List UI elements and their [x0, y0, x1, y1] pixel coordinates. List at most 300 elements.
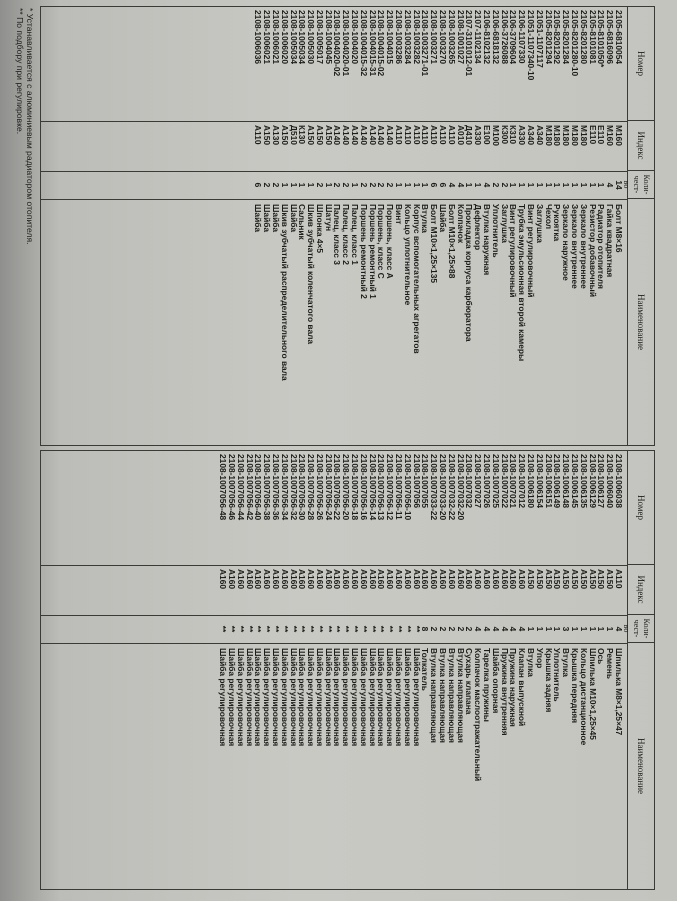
- part-index: А340: [534, 125, 545, 146]
- part-number: 2108-1007056-14: [367, 454, 378, 521]
- part-index: А110: [429, 125, 440, 145]
- table-row: [333, 7, 342, 445]
- part-number: 2108-1004045: [323, 10, 334, 65]
- part-quantity: 1: [411, 182, 422, 188]
- part-number: 2108-1006149: [552, 454, 563, 509]
- part-quantity: 1: [306, 182, 317, 188]
- table-row: [359, 451, 368, 889]
- table-row: [544, 7, 553, 445]
- part-index: Е110: [587, 125, 598, 145]
- part-index: А110: [253, 125, 264, 145]
- part-number: 2108-1007026: [482, 454, 493, 509]
- part-number: 2108-1007056: [411, 454, 422, 509]
- part-number: 2108-1007056-26: [314, 454, 325, 521]
- part-quantity: 2: [499, 182, 510, 188]
- part-name: Втулка направляющая: [455, 648, 466, 743]
- part-name: Палец, класс 1: [350, 204, 361, 265]
- table-row: [614, 451, 623, 889]
- table-row: [271, 451, 280, 889]
- part-number: 2108-1007056-48: [218, 454, 229, 521]
- table-row: [350, 7, 359, 445]
- part-name: Колпачок маслоотражательный: [473, 648, 484, 782]
- part-quantity: 1: [473, 182, 484, 188]
- part-name: Шпилька М10×1,25×45: [587, 648, 598, 740]
- table-row: [359, 7, 368, 445]
- part-number: 2105-8101050*: [596, 10, 607, 68]
- part-quantity: **: [270, 625, 281, 633]
- part-name: Рукоятка: [552, 204, 563, 242]
- part-index: А110: [446, 125, 457, 145]
- part-quantity: 1: [420, 182, 431, 188]
- table-row: [385, 7, 394, 445]
- parts-table-right: [40, 450, 655, 890]
- part-number: 2108-1005034: [297, 10, 308, 65]
- part-name: Колпачок: [455, 204, 466, 244]
- part-quantity: **: [358, 625, 369, 633]
- part-number: 2108-1006020: [279, 10, 290, 65]
- part-number: 2108-1004015-31: [367, 10, 378, 77]
- part-index: А160: [482, 569, 493, 590]
- part-name: Дефлектор: [473, 204, 484, 251]
- part-quantity: 1: [534, 626, 545, 632]
- part-number: 2105-8201280: [578, 10, 589, 65]
- part-quantity: 2: [376, 182, 387, 188]
- table-row: [394, 7, 403, 445]
- part-name: Пружина наружная: [508, 648, 519, 727]
- part-quantity: **: [226, 625, 237, 633]
- part-quantity: 1: [508, 182, 519, 188]
- table-row: [254, 451, 263, 889]
- table-body: [218, 451, 623, 889]
- part-number: 2108-1003265: [446, 10, 457, 65]
- part-number: 2108-1007033-22: [429, 454, 440, 521]
- part-quantity: 1: [587, 626, 598, 632]
- part-quantity: 1: [578, 182, 589, 188]
- part-quantity: 1: [596, 182, 607, 188]
- part-index: А150: [570, 569, 581, 590]
- part-name: Радиатор отопителя: [596, 204, 607, 289]
- part-quantity: 1: [517, 182, 528, 188]
- part-quantity: 2: [367, 182, 378, 188]
- part-name: Шайба регулировочная: [297, 648, 308, 747]
- part-quantity: 4: [499, 626, 510, 632]
- part-number: 2108-1007056-34: [279, 454, 290, 521]
- part-index: А160: [411, 569, 422, 590]
- part-name: Клапан выпускной: [517, 648, 528, 727]
- part-name: Сухарь клапана: [464, 648, 475, 715]
- part-name: Шатун: [323, 204, 334, 232]
- part-name: Сальник: [297, 204, 308, 240]
- part-name: Болт М8×16: [614, 204, 624, 253]
- part-name: Поршень, класс С: [376, 204, 387, 279]
- part-number: 2108-1003284: [402, 10, 413, 65]
- part-index: А010: [455, 125, 466, 146]
- part-quantity: **: [253, 625, 264, 633]
- part-index: А330: [473, 125, 484, 146]
- part-number: 2108-1006148: [561, 454, 572, 509]
- table-row: [377, 451, 386, 889]
- part-number: 2108-1007056-38: [262, 454, 273, 521]
- part-number: 2108-1006154: [534, 454, 545, 509]
- part-index: А160: [499, 569, 510, 590]
- part-quantity: 6: [438, 182, 449, 188]
- part-quantity: 1: [350, 182, 361, 188]
- table-row: [350, 451, 359, 889]
- part-number: 2108-1004020-02: [332, 10, 343, 77]
- table-row: [306, 451, 315, 889]
- part-name: Болт М10×1,25×135: [429, 204, 440, 284]
- part-index: А150: [578, 569, 589, 590]
- table-row: [605, 451, 614, 889]
- part-quantity: **: [376, 625, 387, 633]
- table-row: [447, 451, 456, 889]
- part-index: К300: [499, 125, 510, 145]
- part-index: А160: [420, 569, 431, 590]
- table-row: [570, 451, 579, 889]
- part-quantity: 2: [262, 182, 273, 188]
- part-name: Шайба регулировочная: [244, 648, 255, 747]
- part-quantity: 4: [482, 626, 493, 632]
- part-name: Шайба регулировочная: [314, 648, 325, 747]
- part-number: 2108-1004020-01: [341, 10, 352, 77]
- header-qty: Коли- чест- во: [628, 171, 654, 199]
- part-index: А110: [614, 569, 624, 589]
- table-row: [298, 7, 307, 445]
- part-quantity: 1: [596, 626, 607, 632]
- part-index: А160: [473, 569, 484, 590]
- part-name: Палец, класс 2: [341, 204, 352, 265]
- parts-table-left: [40, 6, 655, 446]
- part-index: А110: [394, 125, 405, 145]
- part-number: 2108-1007056-11: [394, 454, 405, 520]
- part-quantity: 1: [394, 182, 405, 188]
- table-row: [588, 7, 597, 445]
- part-number: 21051-1107340-10: [526, 10, 537, 81]
- table-row: [561, 7, 570, 445]
- part-number: 2108-1007056-18: [350, 454, 361, 521]
- part-name: Заглушка: [499, 204, 510, 243]
- part-number: 21051-1107117: [534, 10, 545, 68]
- part-number: 2108-1007056-16: [358, 454, 369, 521]
- table-row: [315, 7, 324, 445]
- part-number: 2108-1004020: [350, 10, 361, 65]
- table-row: [526, 451, 535, 889]
- part-name: Поршень ремонтный 1: [367, 204, 378, 299]
- part-number: 2108-1005030: [306, 10, 317, 65]
- part-number: 2108-1007056-36: [270, 454, 281, 521]
- table-row: [289, 7, 298, 445]
- part-number: 2105-8101081: [587, 10, 598, 65]
- part-number: 2108-1006145: [570, 454, 581, 509]
- part-quantity: 2: [455, 626, 466, 632]
- part-quantity: 2: [429, 626, 440, 632]
- part-index: А150: [306, 125, 317, 146]
- table-row: [324, 7, 333, 445]
- part-name: Втулка: [561, 648, 572, 677]
- part-quantity: 4: [508, 626, 519, 632]
- table-row: [412, 7, 421, 445]
- part-number: 2108-1003270: [438, 10, 449, 65]
- part-quantity: 2: [358, 182, 369, 188]
- part-quantity: **: [218, 625, 229, 633]
- part-quantity: 2: [332, 182, 343, 188]
- table-row: [403, 451, 412, 889]
- part-number: 2108-1006129: [587, 454, 598, 509]
- part-name: Шайба регулировочная: [235, 648, 246, 747]
- header-number: Номер: [628, 451, 654, 565]
- part-quantity: **: [341, 625, 352, 633]
- part-index: А140: [332, 125, 343, 146]
- part-number: 2108-1007025: [490, 454, 501, 509]
- part-name: Шкив зубчатый коленчатого вала: [306, 204, 317, 345]
- table-row: [482, 451, 491, 889]
- part-name: Шайба регулировочная: [288, 648, 299, 747]
- table-row: [535, 451, 544, 889]
- part-index: А160: [253, 569, 264, 590]
- table-row: [385, 451, 394, 889]
- part-quantity: 1: [297, 182, 308, 188]
- part-name: Шайба регулировочная: [350, 648, 361, 747]
- part-name: Трубка эмульсионная второй камеры: [517, 204, 528, 362]
- table-row: [227, 451, 236, 889]
- part-quantity: 1: [543, 182, 554, 188]
- footnote: * Устанавливается с алюминиевым радиатором отопителя.: [25, 8, 35, 245]
- part-name: Втулка направляющая: [446, 648, 457, 743]
- part-number: 2108-1007056-42: [244, 454, 255, 521]
- part-name: Втулка наружная: [482, 204, 493, 276]
- table-row: [324, 451, 333, 889]
- table-row: [421, 451, 430, 889]
- part-quantity: 1: [570, 626, 581, 632]
- table-row: [535, 7, 544, 445]
- part-name: Шайба регулировочная: [341, 648, 352, 747]
- part-number: 2108-1006038: [614, 454, 624, 509]
- part-quantity: 2: [385, 182, 396, 188]
- part-name: Пружина внутренняя: [499, 648, 510, 736]
- table-row: [394, 451, 403, 889]
- table-row: [236, 451, 245, 889]
- table-row: [262, 451, 271, 889]
- part-number: 2108-1007056-44: [235, 454, 246, 521]
- part-quantity: 2: [490, 182, 501, 188]
- part-quantity: 2: [446, 626, 457, 632]
- part-name: Шайба: [253, 204, 264, 233]
- table-row: [570, 7, 579, 445]
- part-quantity: 1: [464, 182, 475, 188]
- part-index: А150: [596, 569, 607, 590]
- part-index: А140: [367, 125, 378, 146]
- part-quantity: 1: [543, 626, 554, 632]
- part-index: Е110: [596, 125, 607, 145]
- part-number: 2108-1007032-22: [446, 454, 457, 521]
- part-quantity: 4: [614, 626, 624, 632]
- part-quantity: 1: [578, 626, 589, 632]
- part-index: А160: [394, 569, 405, 590]
- part-quantity: 1: [402, 182, 413, 188]
- part-index: А330: [517, 125, 528, 146]
- table-row: [403, 7, 412, 445]
- table-row: [482, 7, 491, 445]
- part-index: А130: [270, 125, 281, 146]
- part-quantity: 2: [438, 626, 449, 632]
- part-quantity: 2: [270, 182, 281, 188]
- part-index: А160: [270, 569, 281, 590]
- part-index: А140: [341, 125, 352, 146]
- part-number: 2106-6818132: [490, 10, 501, 65]
- part-name: Шайба регулировочная: [279, 648, 290, 747]
- part-index: А160: [314, 569, 325, 590]
- part-quantity: **: [323, 625, 334, 633]
- table-row: [597, 7, 606, 445]
- part-index: А160: [508, 569, 519, 590]
- part-number: 2105-8201280-10: [570, 10, 581, 77]
- header-name: Наименование: [636, 293, 646, 351]
- part-number: 2107-1102134: [473, 10, 484, 64]
- part-quantity: 2: [341, 182, 352, 188]
- part-name: Чехол: [543, 204, 554, 230]
- part-name: Шайба регулировочная: [306, 648, 317, 747]
- part-index: А110: [438, 125, 449, 145]
- part-number: 2108-1006040: [605, 454, 616, 509]
- table-row: [491, 451, 500, 889]
- part-quantity: 1: [570, 182, 581, 188]
- part-quantity: 4: [473, 626, 484, 632]
- table-row: [333, 451, 342, 889]
- part-index: А110: [411, 125, 422, 145]
- part-name: Гайка квадратная: [605, 204, 616, 278]
- table-row: [412, 451, 421, 889]
- part-index: А150: [543, 569, 554, 590]
- part-number: 2108-1007056-12: [385, 454, 396, 521]
- table-row: [553, 7, 562, 445]
- part-index: А150: [314, 125, 325, 146]
- part-quantity: 4: [455, 182, 466, 188]
- part-index: А150: [552, 569, 563, 590]
- part-index: А160: [244, 569, 255, 590]
- part-index: А160: [367, 569, 378, 590]
- part-quantity: 1: [561, 182, 572, 188]
- part-quantity: **: [350, 625, 361, 633]
- part-number: 2108-1001027: [455, 10, 466, 65]
- table-row: [306, 7, 315, 445]
- part-quantity: **: [402, 625, 413, 633]
- part-index: А160: [235, 569, 246, 590]
- part-index: А340: [526, 125, 537, 146]
- table-row: [456, 7, 465, 445]
- part-name: Втулка: [420, 204, 431, 233]
- part-quantity: 1: [587, 182, 598, 188]
- table-row: [429, 451, 438, 889]
- part-index: А150: [587, 569, 598, 590]
- table-row: [429, 7, 438, 445]
- part-name: Резистор добавочный: [587, 204, 598, 297]
- table-row: [438, 7, 447, 445]
- part-number: 2108-1006036: [253, 10, 264, 65]
- table-header: [622, 7, 654, 445]
- part-name: Шайба регулировочная: [402, 648, 413, 747]
- table-row: [421, 7, 430, 445]
- table-row: [289, 451, 298, 889]
- table-row: [561, 451, 570, 889]
- part-number: 2108-1003271-01: [420, 10, 431, 77]
- part-name: Шайба регулировочная: [253, 648, 264, 747]
- part-name: Зеркало внутреннее: [570, 204, 581, 289]
- part-index: А160: [464, 569, 475, 590]
- part-name: Шайба регулировочная: [218, 648, 229, 747]
- table-row: [218, 451, 227, 889]
- part-quantity: 4: [446, 182, 457, 188]
- part-index: А110: [420, 125, 431, 145]
- part-name: Шайба: [270, 204, 281, 233]
- part-index: А160: [288, 569, 299, 590]
- part-index: А140: [376, 125, 387, 146]
- part-quantity: 1: [552, 626, 563, 632]
- part-quantity: **: [394, 625, 405, 633]
- part-quantity: 1: [605, 626, 616, 632]
- table-row: [456, 451, 465, 889]
- part-index: А160: [446, 569, 457, 590]
- part-name: Шайба регулировочная: [358, 648, 369, 747]
- table-row: [473, 451, 482, 889]
- part-quantity: 14: [614, 180, 624, 190]
- part-quantity: **: [367, 625, 378, 633]
- part-index: М180: [578, 125, 589, 146]
- table-row: [544, 451, 553, 889]
- part-index: А150: [526, 569, 537, 590]
- header-number: Номер: [628, 7, 654, 121]
- table-body: [254, 7, 623, 445]
- part-index: К310: [508, 125, 519, 145]
- table-row: [509, 451, 518, 889]
- table-row: [262, 7, 271, 445]
- part-name: Палец, класс 3: [332, 204, 343, 265]
- part-number: 2108-1006151: [543, 454, 554, 509]
- part-quantity: 1: [526, 182, 537, 188]
- part-name: Шайба опорная: [490, 648, 501, 714]
- footnotes: [15, 8, 35, 888]
- part-quantity: 1: [526, 626, 537, 632]
- part-quantity: **: [279, 625, 290, 633]
- part-number: 2108-1007022: [499, 454, 510, 509]
- part-index: А160: [429, 569, 440, 590]
- part-name: Уплотнитель: [552, 648, 563, 702]
- part-index: А160: [490, 569, 501, 590]
- part-index: А140: [350, 125, 361, 146]
- table-row: [579, 7, 588, 445]
- part-number: 2108-1007021: [508, 454, 519, 509]
- part-index: Д510: [288, 125, 299, 145]
- table-row: [517, 451, 526, 889]
- footnote: ** По подбору при регулировке.: [15, 8, 25, 135]
- part-name: Крышка задняя: [543, 648, 554, 713]
- part-quantity: **: [244, 625, 255, 633]
- part-index: А160: [402, 569, 413, 590]
- part-number: 2108-1007032: [464, 454, 475, 509]
- part-name: Кольцо уплотнительное: [402, 204, 413, 306]
- part-number: 2108-1007056-20: [341, 454, 352, 521]
- part-index: А160: [323, 569, 334, 590]
- part-index: А160: [297, 569, 308, 590]
- part-number: 2108-1006021: [270, 10, 281, 65]
- part-number: 2108-1003271: [429, 10, 440, 65]
- table-row: [597, 451, 606, 889]
- part-quantity: 1: [534, 182, 545, 188]
- part-name: Втулка направляющая: [429, 648, 440, 743]
- part-quantity: **: [288, 625, 299, 633]
- table-row: [280, 7, 289, 445]
- table-row: [588, 451, 597, 889]
- part-index: А160: [376, 569, 387, 590]
